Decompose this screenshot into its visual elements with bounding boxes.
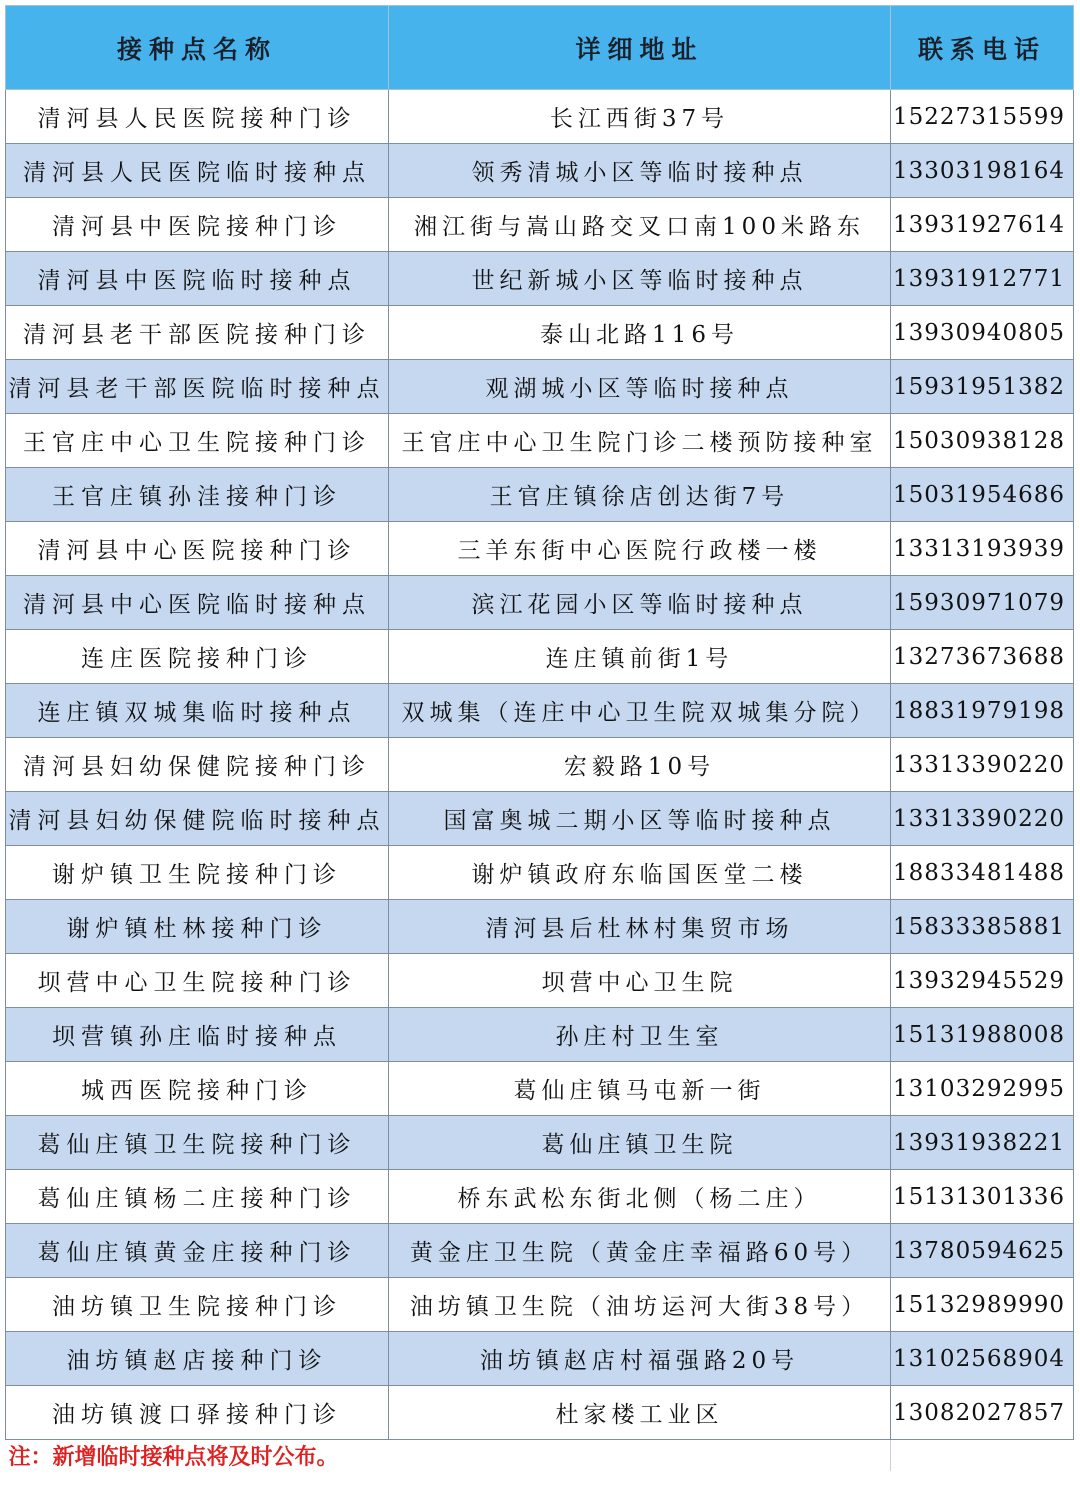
site-name-cell: 坝营中心卫生院接种门诊: [6, 954, 389, 1008]
address-cell: 王官庄中心卫生院门诊二楼预防接种室: [389, 414, 891, 468]
table-row: [6, 522, 1074, 576]
site-name-cell: 坝营镇孙庄临时接种点: [6, 1008, 389, 1062]
table-row: [6, 738, 1074, 792]
phone-cell: 15930971079: [891, 576, 1074, 630]
address-cell: 孙庄村卫生室: [389, 1008, 891, 1062]
phone-cell: 13313390220: [891, 738, 1074, 792]
phone-cell: 18831979198: [891, 684, 1074, 738]
table-row: [6, 144, 1074, 198]
address-cell: 宏毅路10号: [389, 738, 891, 792]
table-row: [6, 198, 1074, 252]
table-row: [6, 360, 1074, 414]
phone-cell: 13931938221: [891, 1116, 1074, 1170]
table-row: [6, 576, 1074, 630]
phone-cell: 13313390220: [891, 792, 1074, 846]
address-cell: 黄金庄卫生院（黄金庄幸福路60号）: [389, 1224, 891, 1278]
phone-cell: 13931912771: [891, 252, 1074, 306]
site-name-cell: 清河县人民医院临时接种点: [6, 144, 389, 198]
table-row: [6, 1278, 1074, 1332]
table-row: [6, 900, 1074, 954]
table-row: [6, 954, 1074, 1008]
address-cell: 谢炉镇政府东临国医堂二楼: [389, 846, 891, 900]
table-row: [6, 684, 1074, 738]
phone-cell: 13303198164: [891, 144, 1074, 198]
site-name-cell: 清河县中医院接种门诊: [6, 198, 389, 252]
phone-cell: 15031954686: [891, 468, 1074, 522]
site-name-cell: 清河县中心医院临时接种点: [6, 576, 389, 630]
address-cell: 湘江街与嵩山路交叉口南100米路东: [389, 198, 891, 252]
phone-cell: 13102568904: [891, 1332, 1074, 1386]
phone-cell: 13082027857: [891, 1386, 1074, 1440]
table-row: [6, 414, 1074, 468]
table-row: [6, 90, 1074, 144]
site-name-cell: 油坊镇渡口驿接种门诊: [6, 1386, 389, 1440]
site-name-cell: 谢炉镇杜林接种门诊: [6, 900, 389, 954]
table-row: [6, 1224, 1074, 1278]
address-cell: 坝营中心卫生院: [389, 954, 891, 1008]
phone-cell: 13932945529: [891, 954, 1074, 1008]
phone-cell: 13313193939: [891, 522, 1074, 576]
address-cell: 滨江花园小区等临时接种点: [389, 576, 891, 630]
footnote-text: 注：新增临时接种点将及时公布。: [6, 1440, 891, 1472]
address-cell: 连庄镇前街1号: [389, 630, 891, 684]
table-body: [6, 90, 1074, 1472]
site-name-cell: 清河县妇幼保健院接种门诊: [6, 738, 389, 792]
table-row: [6, 846, 1074, 900]
phone-cell: 13930940805: [891, 306, 1074, 360]
table-row: [6, 630, 1074, 684]
header-site-name: 接种点名称: [6, 6, 389, 90]
table-row: [6, 1332, 1074, 1386]
table-row: [6, 1008, 1074, 1062]
site-name-cell: 葛仙庄镇黄金庄接种门诊: [6, 1224, 389, 1278]
site-name-cell: 王官庄镇孙洼接种门诊: [6, 468, 389, 522]
address-cell: 泰山北路116号: [389, 306, 891, 360]
site-name-cell: 清河县老干部医院接种门诊: [6, 306, 389, 360]
site-name-cell: 葛仙庄镇卫生院接种门诊: [6, 1116, 389, 1170]
phone-cell: 15131988008: [891, 1008, 1074, 1062]
table-row: [6, 1386, 1074, 1440]
site-name-cell: 谢炉镇卫生院接种门诊: [6, 846, 389, 900]
site-name-cell: 油坊镇卫生院接种门诊: [6, 1278, 389, 1332]
address-cell: 长江西街37号: [389, 90, 891, 144]
header-phone: 联系电话: [891, 6, 1074, 90]
address-cell: 葛仙庄镇马屯新一街: [389, 1062, 891, 1116]
phone-cell: 13103292995: [891, 1062, 1074, 1116]
site-name-cell: 油坊镇赵店接种门诊: [6, 1332, 389, 1386]
table-row: [6, 1062, 1074, 1116]
vaccination-sites-table: [5, 5, 1074, 1471]
phone-cell: 18833481488: [891, 846, 1074, 900]
address-cell: 王官庄镇徐店创达街7号: [389, 468, 891, 522]
table-header: [6, 6, 1074, 90]
phone-cell: 13780594625: [891, 1224, 1074, 1278]
site-name-cell: 葛仙庄镇杨二庄接种门诊: [6, 1170, 389, 1224]
phone-cell: 15030938128: [891, 414, 1074, 468]
address-cell: 杜家楼工业区: [389, 1386, 891, 1440]
address-cell: 桥东武松东街北侧（杨二庄）: [389, 1170, 891, 1224]
table-row: [6, 468, 1074, 522]
phone-cell: 13931927614: [891, 198, 1074, 252]
site-name-cell: 清河县妇幼保健院临时接种点: [6, 792, 389, 846]
site-name-cell: 连庄镇双城集临时接种点: [6, 684, 389, 738]
site-name-cell: 连庄医院接种门诊: [6, 630, 389, 684]
address-cell: 观湖城小区等临时接种点: [389, 360, 891, 414]
address-cell: 油坊镇卫生院（油坊运河大街38号）: [389, 1278, 891, 1332]
site-name-cell: 清河县中医院临时接种点: [6, 252, 389, 306]
table-row: [6, 306, 1074, 360]
address-cell: 葛仙庄镇卫生院: [389, 1116, 891, 1170]
header-row: [6, 6, 1074, 90]
site-name-cell: 王官庄中心卫生院接种门诊: [6, 414, 389, 468]
site-name-cell: 清河县中心医院接种门诊: [6, 522, 389, 576]
address-cell: 国富奥城二期小区等临时接种点: [389, 792, 891, 846]
address-cell: 三羊东街中心医院行政楼一楼: [389, 522, 891, 576]
phone-cell: 15132989990: [891, 1278, 1074, 1332]
site-name-cell: 城西医院接种门诊: [6, 1062, 389, 1116]
address-cell: 领秀清城小区等临时接种点: [389, 144, 891, 198]
site-name-cell: 清河县人民医院接种门诊: [6, 90, 389, 144]
site-name-cell: 清河县老干部医院临时接种点: [6, 360, 389, 414]
note-empty-cell: [891, 1440, 1074, 1472]
address-cell: 世纪新城小区等临时接种点: [389, 252, 891, 306]
address-cell: 清河县后杜林村集贸市场: [389, 900, 891, 954]
phone-cell: 15833385881: [891, 900, 1074, 954]
note-row: [6, 1440, 1074, 1472]
phone-cell: 15227315599: [891, 90, 1074, 144]
table-row: [6, 1116, 1074, 1170]
table-row: [6, 792, 1074, 846]
phone-cell: 13273673688: [891, 630, 1074, 684]
table-row: [6, 252, 1074, 306]
header-address: 详细地址: [389, 6, 891, 90]
address-cell: 双城集（连庄中心卫生院双城集分院）: [389, 684, 891, 738]
phone-cell: 15131301336: [891, 1170, 1074, 1224]
phone-cell: 15931951382: [891, 360, 1074, 414]
vaccination-sites-table-container: [5, 5, 1073, 1471]
address-cell: 油坊镇赵店村福强路20号: [389, 1332, 891, 1386]
table-row: [6, 1170, 1074, 1224]
